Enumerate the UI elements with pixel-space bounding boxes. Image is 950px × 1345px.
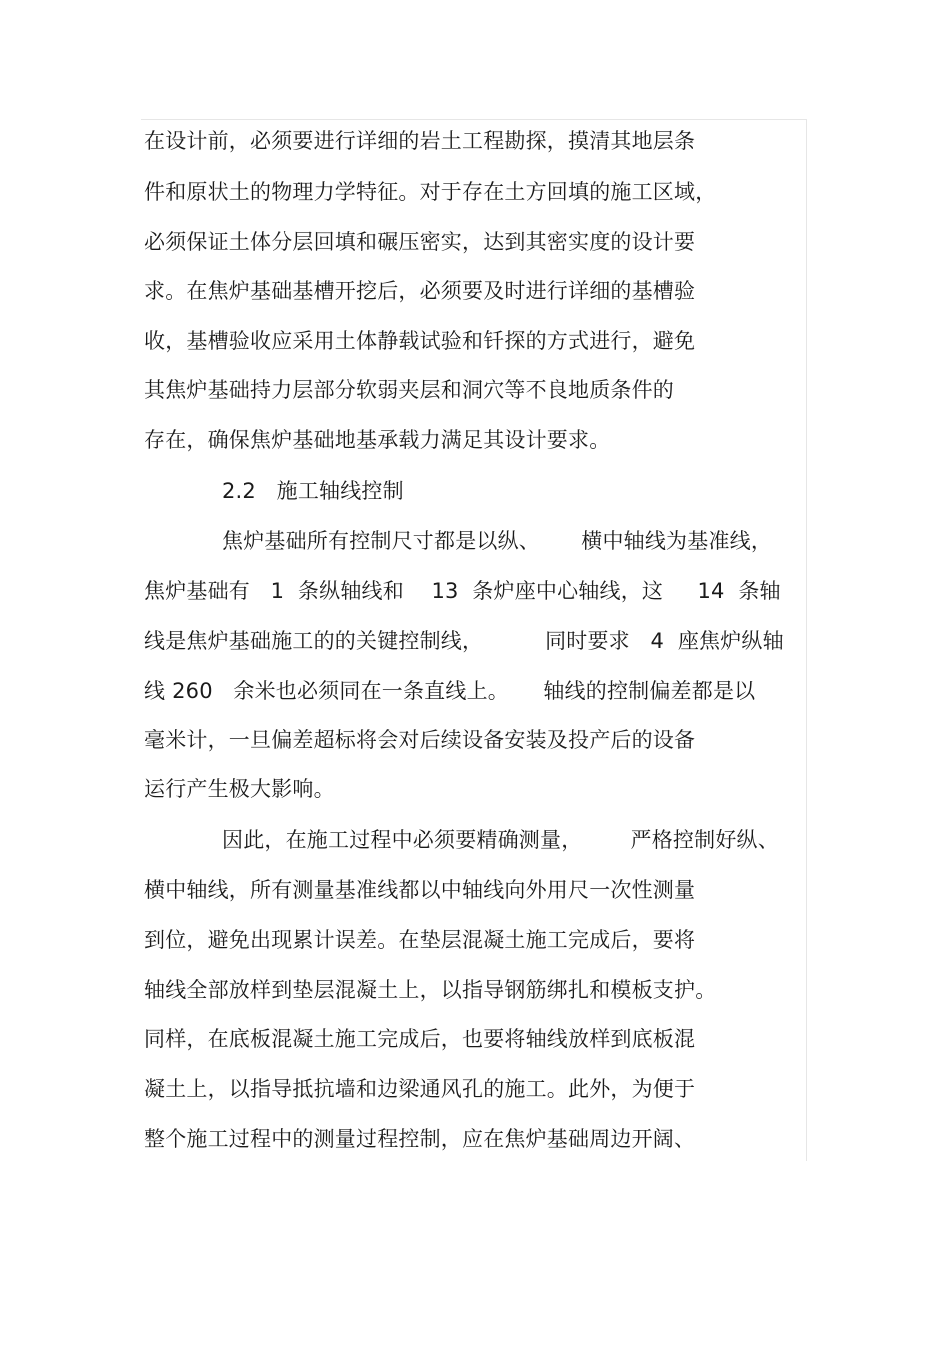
paragraph-line: 线 260 余米也必须同在一条直线上。 轴线的控制偏差都是以 (144, 679, 756, 703)
paragraph-line: 因此，在施工过程中必须要精确测量， 严格控制好纵、 (222, 828, 779, 852)
paragraph-line: 同样，在底板混凝土施工完成后，也要将轴线放样到底板混 (144, 1027, 696, 1051)
paragraph-line: 存在，确保焦炉基础地基承载力满足其设计要求。 (144, 428, 611, 452)
paragraph-line: 运行产生极大影响。 (144, 777, 335, 801)
paragraph-line: 收，基槽验收应采用土体静载试验和钎探的方式进行，避免 (144, 329, 696, 353)
paragraph-line: 整个施工过程中的测量过程控制，应在焦炉基础周边开阔、 (144, 1127, 696, 1151)
paragraph-line: 其焦炉基础持力层部分软弱夹层和洞穴等不良地质条件的 (144, 378, 674, 402)
paragraph-line: 焦炉基础所有控制尺寸都是以纵、 横中轴线为基准线， (222, 529, 773, 553)
paragraph-line: 件和原状土的物理力学特征。对于存在土方回填的施工区域， (144, 180, 717, 204)
paragraph-line: 求。在焦炉基础基槽开挖后，必须要及时进行详细的基槽验 (144, 279, 696, 303)
paragraph-line: 凝土上，以指导抵抗墙和边梁通风孔的施工。此外，为便于 (144, 1077, 696, 1101)
paragraph-line: 在设计前，必须要进行详细的岩土工程勘探，摸清其地层条 (144, 129, 696, 153)
paragraph-line: 必须保证土体分层回填和碾压密实，达到其密实度的设计要 (144, 230, 696, 254)
paragraph-line: 焦炉基础有 1 条纵轴线和 13 条炉座中心轴线，这 14 条轴 (144, 579, 781, 603)
paragraph-line: 毫米计，一旦偏差超标将会对后续设备安装及投产后的设备 (144, 728, 696, 752)
paragraph-line: 轴线全部放样到垫层混凝土上，以指导钢筋绑扎和模板支护。 (144, 978, 717, 1002)
section-heading: 2.2 施工轴线控制 (222, 479, 404, 503)
paragraph-line: 线是焦炉基础施工的的关键控制线， 同时要求 4 座焦炉纵轴 (144, 629, 784, 653)
paragraph-line: 横中轴线，所有测量基准线都以中轴线向外用尺一次性测量 (144, 878, 696, 902)
paragraph-line: 到位，避免出现累计误差。在垫层混凝土施工完成后，要将 (144, 928, 696, 952)
